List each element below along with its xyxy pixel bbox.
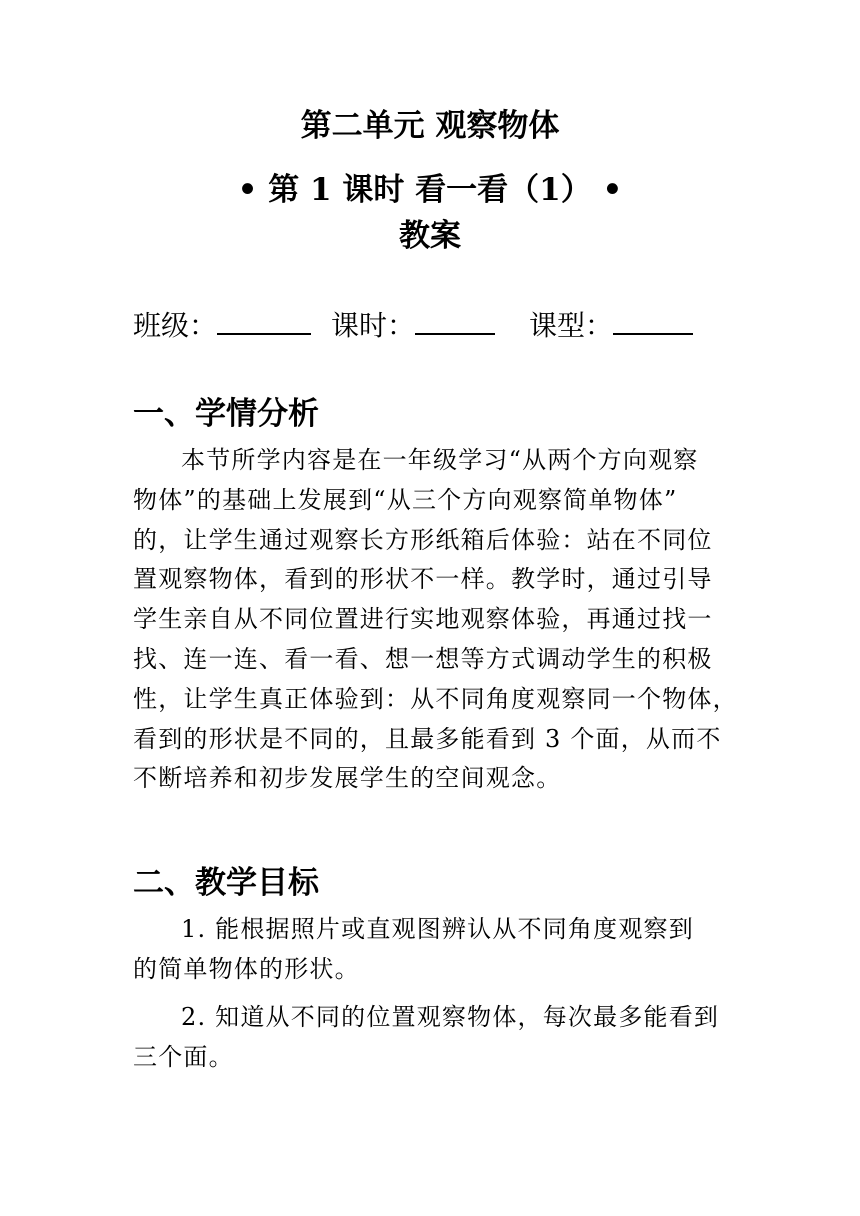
type-label: 课型： bbox=[529, 309, 614, 342]
paragraph-line: 看到的形状是不同的，且最多能看到 3 个面，从而不 bbox=[133, 724, 722, 753]
section-heading-analysis: 一、学情分析 bbox=[133, 396, 319, 432]
paragraph-line: 置观察物体，看到的形状不一样。教学时，通过引导 bbox=[133, 565, 713, 594]
class-blank bbox=[217, 325, 311, 335]
lesson-title: • 第 1 课时 看一看（1） • bbox=[237, 172, 623, 208]
section-heading-goals: 二、教学目标 bbox=[133, 865, 319, 901]
paragraph-line: 找、连一连、看一看、想一想等方式调动学生的积极 bbox=[133, 644, 713, 673]
goal-item-1 bbox=[133, 910, 729, 990]
goal-line: 的简单物体的形状。 bbox=[133, 954, 360, 983]
paragraph-line: 物体”的基础上发展到“从三个方向观察简单物体” bbox=[133, 485, 678, 514]
analysis-paragraph bbox=[133, 441, 738, 799]
type-blank bbox=[613, 325, 693, 335]
goal-line: 2. 知道从不同的位置观察物体，每次最多能看到 bbox=[181, 1003, 720, 1031]
paragraph-line: 性，让学生真正体验到：从不同角度观察同一个物体， bbox=[133, 684, 738, 713]
period-blank bbox=[415, 325, 495, 335]
class-label: 班级： bbox=[133, 309, 218, 342]
paragraph-line: 的，让学生通过观察长方形纸箱后体验：站在不同位 bbox=[133, 525, 713, 554]
goal-line: 三个面。 bbox=[133, 1042, 234, 1071]
paragraph-line: 学生亲自从不同位置进行实地观察体验，再通过找一 bbox=[133, 605, 713, 634]
goal-item-2 bbox=[133, 998, 729, 1078]
paragraph-line: 不断培养和初步发展学生的空间观念。 bbox=[133, 764, 562, 793]
goal-line: 1. 能根据照片或直观图辨认从不同角度观察到 bbox=[181, 915, 694, 943]
info-line bbox=[133, 306, 693, 346]
period-label: 课时： bbox=[331, 309, 416, 342]
paragraph-line: 本节所学内容是在一年级学习“从两个方向观察 bbox=[181, 446, 699, 474]
document-type: 教案 bbox=[399, 218, 461, 254]
unit-title: 第二单元 观察物体 bbox=[300, 108, 560, 144]
